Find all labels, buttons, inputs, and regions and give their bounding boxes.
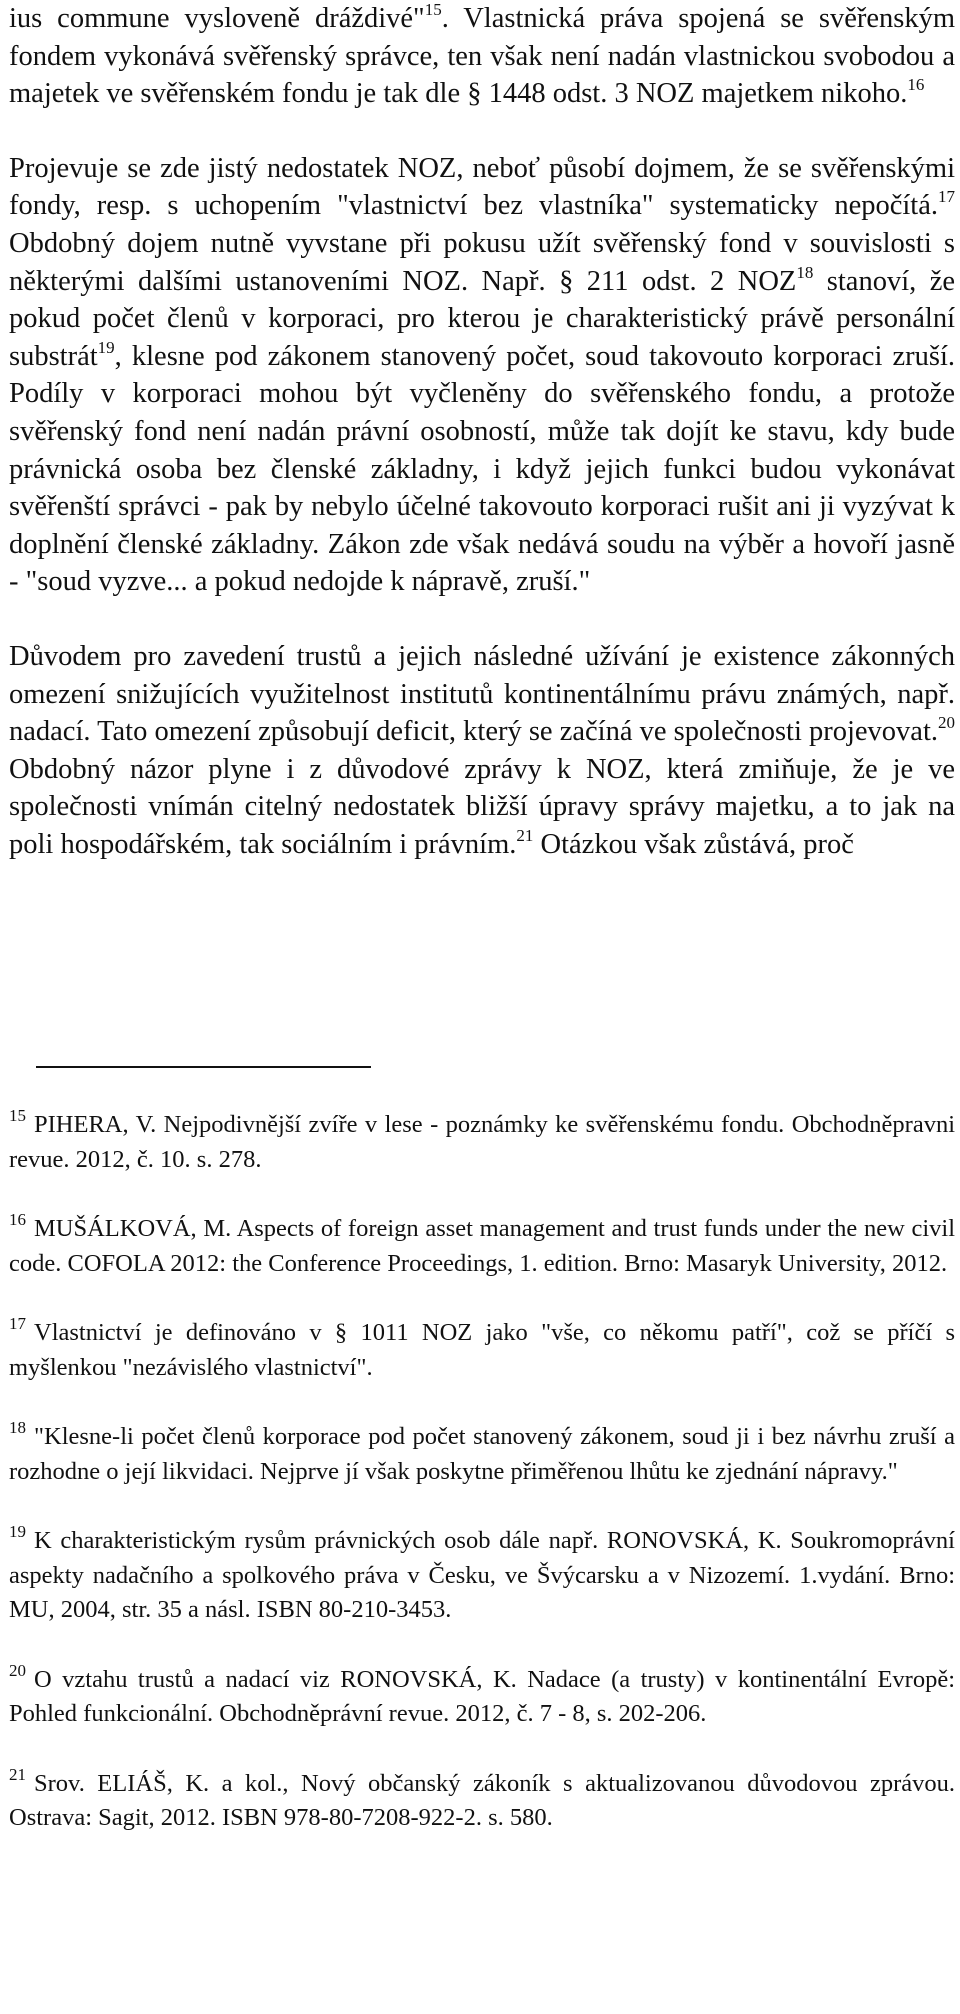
footnote-text: O vztahu trustů a nadací viz RONOVSKÁ, K. Nadace (a trusty) v kontinentální Evropě: Pohled funkcionální. Obchodněprávní revue. 2012, č. 7 - 8, s. 202-206. (9, 1665, 955, 1727)
footnote (9, 1764, 955, 1836)
footnote-number: 17 (9, 1314, 26, 1333)
footnote-text: "Klesne-li počet členů korporace pod počet stanovený zákonem, soud ji i bez návrhu zruší a rozhodne o její likvidaci. Nejprve jí však poskytne přiměřenou lhůtu ke zjednání nápravy." (9, 1423, 955, 1485)
paragraph-text: stanoví, že pokud počet členů v korporaci, pro kterou je charakteristický právě personální substrát (9, 265, 955, 372)
footnote-text: Vlastnictví je definováno v § 1011 NOZ jako "vše, co někomu patří", což se příčí s myšlenkou "nezávislého vlastnictví". (9, 1319, 955, 1381)
footnote-text: K charakteristickým rysům právnických osob dále např. RONOVSKÁ, K. Soukromoprávní aspekty nadačního a spolkového práva v Česku, ve Švýcarsku a v Nizozemí. 1.vydání. Brno: MU, 2004, str. 35 a násl. ISBN 80-210-3453. (9, 1527, 955, 1623)
footnote-text: MUŠÁLKOVÁ, M. Aspects of foreign asset management and trust funds under the new civil code. COFOLA 2012: the Conference Proceedings, 1. edition. Brno: Masaryk University, 2012. (9, 1215, 955, 1277)
paragraph-text: ius commune vysloveně dráždivé" (9, 3, 425, 34)
body-text (9, 0, 955, 863)
paragraph (9, 0, 955, 113)
footnote-text: PIHERA, V. Nejpodivnější zvíře v lese - poznámky ke svěřenskému fondu. Obchodněpravni revue. 2012, č. 10. s. 278. (9, 1111, 955, 1173)
footnote-reference: 15 (424, 0, 442, 19)
footnote-number: 18 (9, 1418, 26, 1437)
footnote (9, 1212, 955, 1281)
paragraph-text: . Vlastnická práva spojená se svěřenským fondem vykonává svěřenský správce, ten však není nadán vlastnickou svobodou a majetek ve svěřenském fondu je tak dle § 1448 odst. 3 NOZ majetkem nikoho. (9, 3, 955, 110)
footnote-reference: 18 (796, 262, 814, 282)
footnote-reference: 16 (907, 75, 925, 95)
paragraph-text: Obdobný názor plyne i z důvodové zprávy k NOZ, která zmiňuje, že je ve společnosti vnímán citelný nedostatek bližší úpravy správy majetku, a to jak na poli hospodářském, tak sociálním i právním. (9, 753, 955, 860)
footnote-separator (36, 1066, 371, 1068)
footnote-number: 19 (9, 1522, 26, 1541)
footnote (9, 1420, 955, 1489)
footnote (9, 1108, 955, 1177)
footnote-reference: 19 (97, 337, 115, 357)
footnote-reference: 20 (938, 713, 955, 733)
footnote-number: 21 (9, 1764, 26, 1784)
footnote-number: 20 (9, 1660, 26, 1680)
paragraph-text: Otázkou však zůstává, proč (533, 828, 854, 860)
footnote-text: Srov. ELIÁŠ, K. a kol., Nový občanský zákoník s aktualizovanou důvodovou zprávou. Ostrava: Sagit, 2012. ISBN 978-80-7208-922-2. s. 580. (9, 1769, 955, 1831)
paragraph (9, 638, 955, 864)
paragraph (9, 150, 955, 601)
paragraph-text: , klesne pod zákonem stanovený počet, soud takovouto korporaci zruší. Podíly v korporaci mohou být vyčleněny do svěřenského fondu, a protože svěřenský fond není nadán právní osobností, může tak dojít ke stavu, kdy bude právnická osoba bez členské základny, i když jejich funkci budou vykonávat svěřenští správci - pak by nebylo účelné takovouto korporaci rušit ani ji vyzývat k doplnění členské základny. Zákon zde však nedává soudu na výběr a hovoří jasně - "soud vyzve... a pokud nedojde k nápravě, zruší." (9, 340, 955, 598)
footnote-reference: 21 (516, 825, 534, 845)
footnote (9, 1316, 955, 1385)
paragraph-text: Obdobný dojem nutně vyvstane při pokusu užít svěřenský fond v souvislosti s některými dalšími ustanoveními NOZ. Např. § 211 odst. 2 NOZ (9, 227, 955, 297)
footnotes (9, 1108, 955, 1871)
footnote (9, 1660, 955, 1732)
footnote-reference: 17 (938, 187, 955, 207)
paragraph-text: Důvodem pro zavedení trustů a jejich následné užívání je existence zákonných omezení snižujících využitelnost institutů kontinentálnímu právu známých, např. nadací. Tato omezení způsobují deficit, který se začíná ve společnosti projevovat. (9, 640, 955, 748)
footnote-number: 16 (9, 1210, 26, 1229)
footnote (9, 1524, 955, 1628)
paragraph-text: Projevuje se zde jistý nedostatek NOZ, neboť působí dojmem, že se svěřenskými fondy, resp. s uchopením "vlastnictví bez vlastníka" systematicky nepočítá. (9, 152, 955, 222)
footnote-number: 15 (9, 1106, 26, 1125)
